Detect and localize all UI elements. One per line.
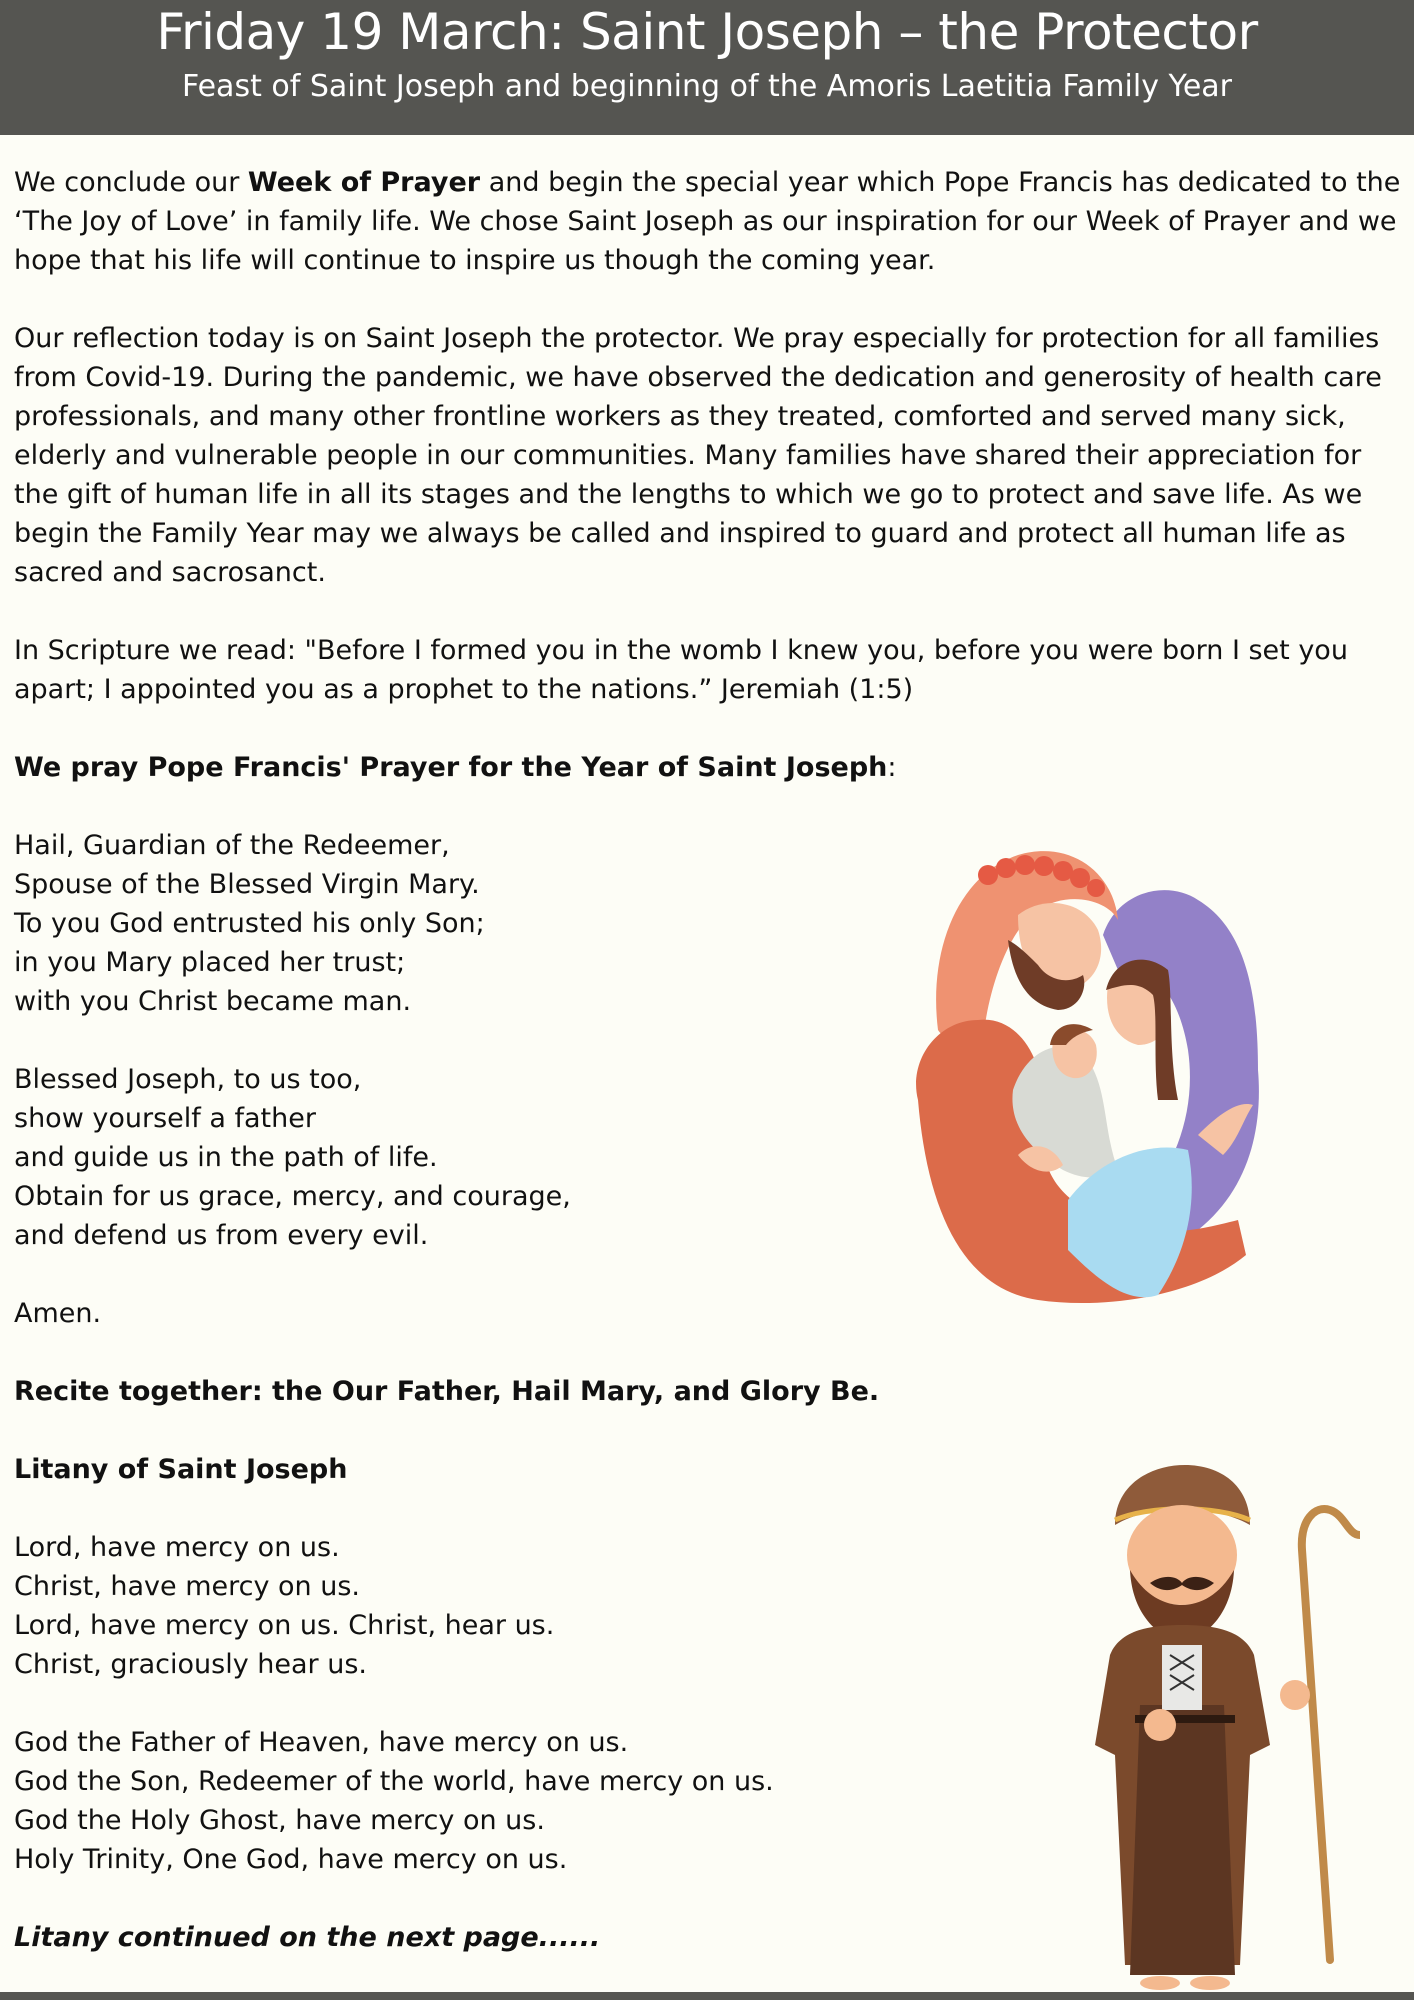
prayer-line: and guide us in the path of life. xyxy=(14,1142,438,1173)
page-header xyxy=(0,0,1414,135)
prayer-line: with you Christ became man. xyxy=(14,986,412,1017)
joseph-tunic xyxy=(1162,1645,1202,1710)
litany-line: Lord, have mercy on us. xyxy=(14,1532,340,1563)
litany-line: Christ, graciously hear us. xyxy=(14,1649,367,1680)
litany-line: Holy Trinity, One God, have mercy on us. xyxy=(14,1844,568,1875)
prayer-line: Obtain for us grace, mercy, and courage, xyxy=(14,1181,571,1212)
page-subtitle: Feast of Saint Joseph and beginning of the Amoris Laetitia Family Year xyxy=(181,69,1232,104)
footer-bar xyxy=(0,1992,1414,2000)
prayer-line: Spouse of the Blessed Virgin Mary. xyxy=(14,869,480,900)
staff xyxy=(1302,1509,1360,1960)
prayer-line: show yourself a father xyxy=(14,1103,316,1134)
scripture-paragraph xyxy=(14,631,1404,709)
saint-joseph-illustration xyxy=(1090,1465,1360,1995)
reflection-line: Our reflection today is on Saint Joseph the protector. We pray especially for protection for all families xyxy=(14,323,1380,354)
litany-line: God the Son, Redeemer of the world, have mercy on us. xyxy=(14,1766,774,1797)
reflection-line: elderly and vulnerable people in our communities. Many families have shared their appreciation for xyxy=(14,440,1362,471)
reflection-paragraph xyxy=(14,319,1404,592)
reflection-line: begin the Family Year may we always be called and inspired to guard and protect all human life as xyxy=(14,518,1346,549)
joseph-hand-right xyxy=(1280,1680,1310,1710)
amen: Amen. xyxy=(14,1298,102,1329)
litany-heading: Litany of Saint Joseph xyxy=(14,1454,348,1485)
joseph-foot xyxy=(1190,1976,1230,1990)
litany-line: Lord, have mercy on us. Christ, hear us. xyxy=(14,1610,555,1641)
prayer-line: and defend us from every evil. xyxy=(14,1220,429,1251)
joseph-foot xyxy=(1140,1976,1180,1990)
prayer-heading: We pray Pope Francis' Prayer for the Year of Saint Joseph: xyxy=(14,752,897,783)
litany-line: God the Holy Ghost, have mercy on us. xyxy=(14,1805,545,1836)
scripture-line: apart; I appointed you as a prophet to the nations.” Jeremiah (1:5) xyxy=(14,674,914,705)
intro-line-3: hope that his life will continue to inspire us though the coming year. xyxy=(14,245,936,276)
prayer-line: Hail, Guardian of the Redeemer, xyxy=(14,830,450,861)
reflection-line: professionals, and many other frontline workers as they treated, comforted and served many sick, xyxy=(14,401,1346,432)
prayer-line: To you God entrusted his only Son; xyxy=(14,908,485,939)
intro-line-1: We conclude our Week of Prayer and begin the special year which Pope Francis has dedicated to the xyxy=(14,167,1401,198)
reflection-line: sacred and sacrosanct. xyxy=(14,557,326,588)
joseph-hand-left xyxy=(1144,1709,1176,1741)
reflection-line: the gift of human life in all its stages and the lengths to which we go to protect and save life. As we xyxy=(14,479,1363,510)
reflection-line: from Covid-19. During the pandemic, we have observed the dedication and generosity of health care xyxy=(14,362,1382,393)
week-of-prayer-bold: Week of Prayer xyxy=(247,167,481,198)
recite-instruction: Recite together: the Our Father, Hail Mary, and Glory Be. xyxy=(14,1376,880,1407)
intro-line-2: ‘The Joy of Love’ in family life. We chose Saint Joseph as our inspiration for our Week of Prayer and we xyxy=(14,206,1397,237)
joseph-robe xyxy=(1130,1705,1235,1975)
prayer-line: in you Mary placed her trust; xyxy=(14,947,406,978)
prayer-line: Blessed Joseph, to us too, xyxy=(14,1064,362,1095)
continued-note: Litany continued on the next page...... xyxy=(14,1922,601,1953)
litany-line: Christ, have mercy on us. xyxy=(14,1571,361,1602)
scripture-line: In Scripture we read: "Before I formed you in the womb I knew you, before you were born I set you xyxy=(14,635,1348,666)
intro-paragraph xyxy=(14,163,1404,280)
holy-family-illustration xyxy=(868,800,1308,1310)
page-title: Friday 19 March: Saint Joseph – the Protector xyxy=(156,3,1258,61)
litany-line: God the Father of Heaven, have mercy on us. xyxy=(14,1727,629,1758)
